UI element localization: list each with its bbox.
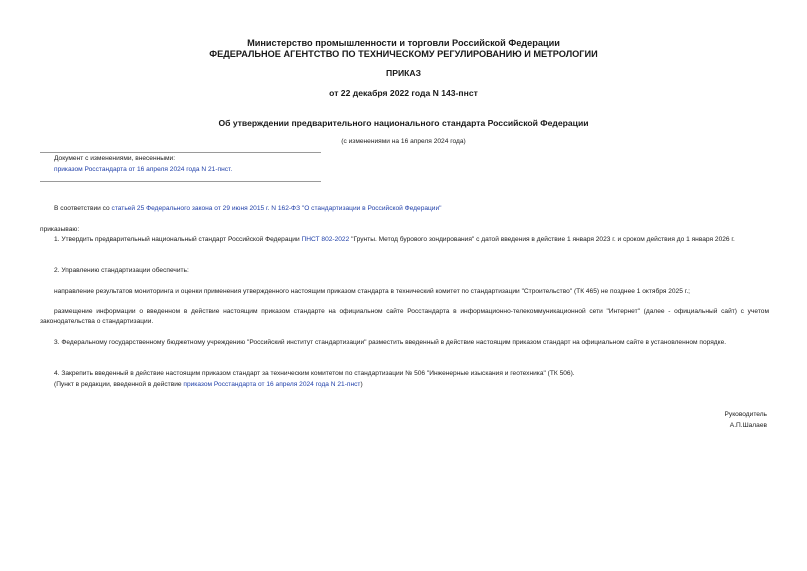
signature-role: Руководитель bbox=[724, 411, 767, 418]
doc-title: Об утверждении предварительного национального стандарта Российской Федерации bbox=[218, 118, 589, 128]
ministry-heading: Министерство промышленности и торговли Российской Федерации bbox=[247, 38, 560, 48]
changes-box-link[interactable]: приказом Росстандарта от 16 апреля 2024 года N 21-пнст. bbox=[54, 166, 233, 173]
standard-link[interactable]: ПНСТ 802-2022 bbox=[301, 236, 350, 243]
order-word: приказываю: bbox=[40, 226, 80, 233]
preamble-prefix: В соответствии со bbox=[54, 205, 112, 212]
changes-box-label: Документ с изменениями, внесенными: bbox=[54, 155, 176, 162]
changes-box-bottom-rule bbox=[40, 181, 321, 182]
amendment-link[interactable]: приказом Росстандарта от 16 апреля 2024 года N 21-пнст bbox=[183, 381, 361, 388]
preamble bbox=[54, 204, 442, 214]
item-4-note-prefix: (Пункт в редакции, введенной в действие bbox=[54, 381, 184, 388]
item-1 bbox=[40, 235, 769, 245]
changes-box-top-rule bbox=[40, 152, 321, 153]
item-2-b: размещение информации о введенном в действие настоящим приказом стандарте на официальном сайте Росстандарта в информационно-телекоммуникационной сети "Интернет" (далее - официальный сайт) с учетом законодательства о стандартизации. bbox=[40, 308, 769, 325]
item-2: 2. Управлению стандартизации обеспечить: bbox=[54, 267, 189, 274]
changes-note: (с изменениями на 16 апреля 2024 года) bbox=[341, 138, 466, 145]
law-link[interactable]: статьей 25 Федерального закона от 29 июня 2015 г. N 162-ФЗ "О стандартизации в Российской Федерации" bbox=[111, 205, 442, 212]
signature-name: А.П.Шалаев bbox=[729, 422, 767, 429]
date-number: от 22 декабря 2022 года N 143-пнст bbox=[329, 88, 478, 98]
item-1-prefix: 1. Утвердить предварительный национальный стандарт Российской Федерации bbox=[54, 236, 302, 243]
item-4-note bbox=[54, 380, 363, 390]
doc-type: ПРИКАЗ bbox=[386, 68, 421, 78]
item-2-a: направление результатов мониторинга и оценки применения утвержденного настоящим приказом стандарта в технический комитет по стандартизации "Строительство" (ТК 465) не позднее 1 октября 2025 г.; bbox=[54, 288, 690, 295]
item-4-note-suffix: ) bbox=[360, 381, 363, 388]
item-4: 4. Закрепить введенный в действие настоящим приказом стандарт за техническим комитетом по стандартизации № 506 "Инженерные изыскания и геотехника" (ТК 506). bbox=[54, 370, 575, 377]
item-3: 3. Федеральному государственному бюджетному учреждению "Российский институт стандартизации" разместить введенный в действие настоящим приказом стандарт на официальном сайте в установленном порядке. bbox=[54, 339, 727, 346]
item-1-suffix: "Грунты. Метод бурового зондирования" с датой введения в действие 1 января 2023 г. и сроком действия до 1 января 2026 г. bbox=[349, 236, 735, 243]
agency-heading: ФЕДЕРАЛЬНОЕ АГЕНТСТВО ПО ТЕХНИЧЕСКОМУ РЕГУЛИРОВАНИЮ И МЕТРОЛОГИИ bbox=[209, 49, 598, 59]
